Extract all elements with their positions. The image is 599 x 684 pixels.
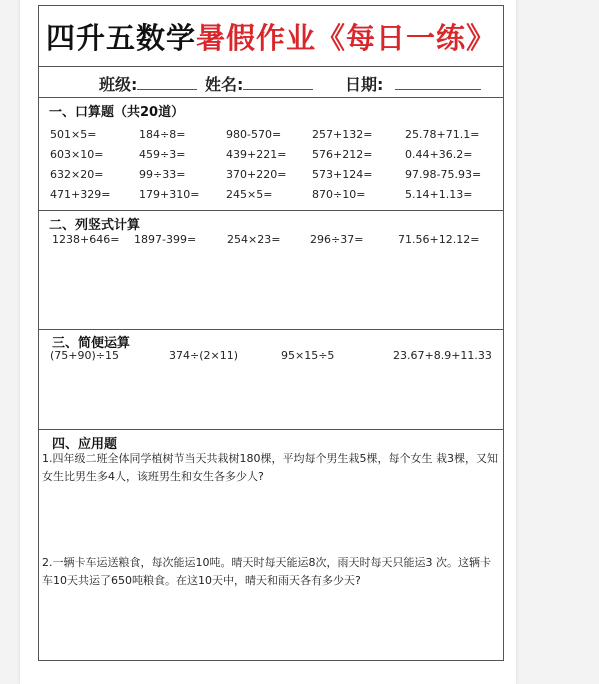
oral-problem: 179+310= bbox=[139, 188, 200, 201]
oral-problem: 576+212= bbox=[312, 148, 373, 161]
name-blank[interactable] bbox=[243, 75, 313, 90]
oral-problem: 257+132= bbox=[312, 128, 373, 141]
name-label: 姓名: bbox=[205, 75, 244, 94]
section-title: 二、列竖式计算 bbox=[49, 218, 141, 233]
date-label: 日期: bbox=[345, 75, 384, 94]
simplify-problem: 95×15÷5 bbox=[281, 349, 335, 362]
oral-problem: 501×5= bbox=[50, 128, 97, 141]
oral-problem: 471+329= bbox=[50, 188, 111, 201]
oral-problem: 459÷3= bbox=[139, 148, 186, 161]
section-title: 三、简便运算 bbox=[52, 336, 131, 351]
oral-problem: 97.98-75.93= bbox=[405, 168, 482, 181]
oral-problem: 870÷10= bbox=[312, 188, 366, 201]
worksheet-title bbox=[39, 6, 503, 67]
title-part-red: 暑假作业《每日一练》 bbox=[196, 20, 497, 55]
section-title: 一、口算题（共20道） bbox=[49, 105, 185, 120]
simplify-problem: (75+90)÷15 bbox=[50, 349, 120, 362]
vertical-problem: 296÷37= bbox=[310, 233, 364, 246]
oral-problem: 439+221= bbox=[226, 148, 287, 161]
class-field bbox=[99, 72, 197, 95]
oral-problem: 25.78+71.1= bbox=[405, 128, 480, 141]
vertical-problem: 71.56+12.12= bbox=[398, 233, 480, 246]
class-label: 班级: bbox=[99, 75, 138, 94]
oral-problem: 980-570= bbox=[226, 128, 282, 141]
oral-problem: 184÷8= bbox=[139, 128, 186, 141]
class-blank[interactable] bbox=[137, 75, 197, 90]
section-oral-calculation bbox=[39, 97, 503, 211]
section-title: 四、应用题 bbox=[52, 437, 118, 452]
vertical-problem: 254×23= bbox=[227, 233, 281, 246]
application-problem: 1.四年级二班全体同学植树节当天共栽树180棵，平均每个男生栽5棵，每个女生 栽3棵，又知女生比男生多4人，该班男生和女生各多少人? bbox=[42, 452, 498, 483]
section-vertical-calculation bbox=[39, 211, 503, 330]
oral-problem: 245×5= bbox=[226, 188, 273, 201]
application-problem: 2.一辆卡车运送粮食，每次能运10吨。晴天时每天能运8次，雨天时每天只能运3 次。这辆卡车10天共运了650吨粮食。在这10天中，晴天和雨天各有多少天? bbox=[42, 556, 491, 587]
oral-problem: 370+220= bbox=[226, 168, 287, 181]
name-field bbox=[205, 72, 313, 95]
title-part-black: 四升五数学 bbox=[45, 20, 196, 55]
oral-problem: 573+124= bbox=[312, 168, 373, 181]
oral-problem: 632×20= bbox=[50, 168, 104, 181]
oral-problem: 603×10= bbox=[50, 148, 104, 161]
oral-problem: 5.14+1.13= bbox=[405, 188, 473, 201]
simplify-problem: 23.67+8.9+11.33 bbox=[393, 349, 492, 362]
section-application-problems bbox=[39, 430, 503, 661]
worksheet-frame bbox=[38, 5, 504, 661]
student-info-row bbox=[39, 66, 503, 98]
vertical-problem: 1238+646= bbox=[52, 233, 120, 246]
vertical-problem: 1897-399= bbox=[134, 233, 197, 246]
oral-problem: 0.44+36.2= bbox=[405, 148, 473, 161]
oral-problem: 99÷33= bbox=[139, 168, 186, 181]
section-simplified-calculation bbox=[39, 330, 503, 430]
simplify-problem: 374÷(2×11) bbox=[169, 349, 239, 362]
date-blank[interactable] bbox=[395, 75, 481, 90]
date-field bbox=[345, 72, 481, 95]
